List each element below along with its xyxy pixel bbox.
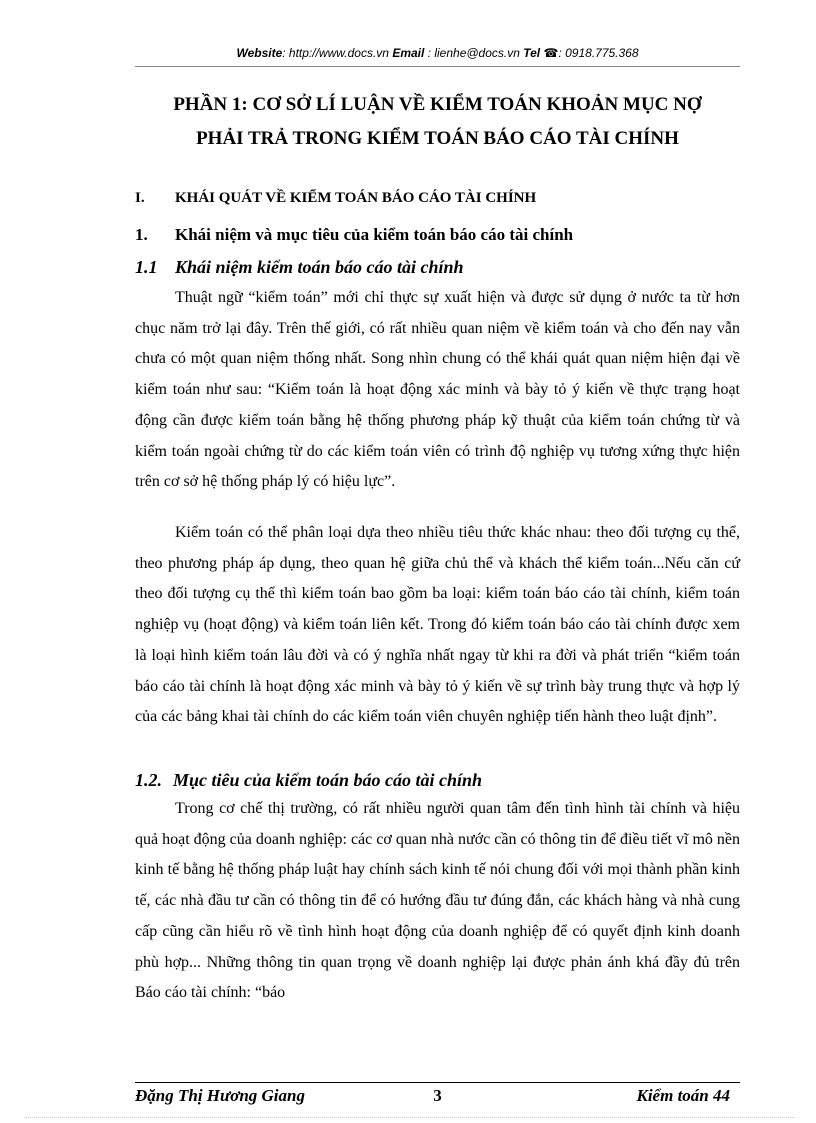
section-heading-1-1 <box>135 257 464 278</box>
telephone-icon: ☎ <box>543 46 559 60</box>
section-number: 1.2. <box>135 770 162 790</box>
page-number: 3 <box>433 1086 442 1105</box>
email-label: Email <box>392 46 425 60</box>
tel-value: : 0918.775.368 <box>558 46 639 60</box>
section-title: Mục tiêu của kiểm toán báo cáo tài chính <box>173 770 483 790</box>
email-value: : lienhe@docs.vn <box>427 46 520 60</box>
page-title <box>135 88 740 156</box>
section-heading-i <box>135 190 536 207</box>
page-header <box>135 46 740 60</box>
website-label: Website <box>236 46 283 60</box>
header-divider <box>135 66 740 67</box>
section-number: 1.1 <box>135 257 158 277</box>
section-number: I. <box>135 190 145 206</box>
footer-course: Kiểm toán 44 <box>636 1086 730 1105</box>
section-heading-1 <box>135 225 573 245</box>
footer-divider <box>135 1082 740 1083</box>
section-number: 1. <box>135 225 148 244</box>
section-title: Khái niệm kiểm toán báo cáo tài chính <box>175 257 464 277</box>
section-title: Khái niệm và mục tiêu của kiểm toán báo cáo tài chính <box>175 225 574 244</box>
footer-author: Đặng Thị Hương Giang <box>135 1086 305 1105</box>
tel-label: Tel <box>523 46 541 60</box>
section-title: KHÁI QUÁT VỀ KIỂM TOÁN BÁO CÁO TÀI CHÍNH <box>175 190 537 206</box>
title-line-2: PHẢI TRẢ TRONG KIỂM TOÁN BÁO CÁO TÀI CHÍNH <box>196 128 679 149</box>
paragraph-definition: Thuật ngữ “kiểm toán” mới chỉ thực sự xuất hiện và được sử dụng ở nước ta từ hơn chục năm trở lại đây. Trên thế giới, có rất nhiều quan niệm về kiểm toán và cho đến nay vẫn chưa có một quan niệm thống nhất. Song nhìn chung có thể khái quát quan niệm hiện đại về kiểm toán như sau: “Kiểm toán là hoạt động xác minh và bày tỏ ý kiến về thực trạng hoạt động cần được kiểm toán bằng hệ thống phương pháp kỹ thuật của kiểm toán chứng từ và kiểm toán ngoài chứng từ do các kiểm toán viên có trình độ nghiệp vụ tương xứng thực hiện trên cơ sở hệ thống pháp lý có hiệu lực”. <box>135 289 740 491</box>
title-line-1: PHẦN 1: CƠ SỞ LÍ LUẬN VỀ KIỂM TOÁN KHOẢN MỤC NỢ <box>173 94 702 115</box>
paragraph-objectives: Trong cơ chế thị trường, có rất nhiều người quan tâm đến tình hình tài chính và hiệu quả hoạt động của doanh nghiệp: các cơ quan nhà nước cần có thông tin để điều tiết vĩ mô nền kinh tế bằng hệ thống pháp luật hay chính sách kinh tế nói chung đối với mọi thành phần kinh tế, các nhà đầu tư cần có thông tin để có hướng đầu tư đúng đắn, các khách hàng và nhà cung cấp cũng cần hiểu rõ về tình hình hoạt động của doanh nghiệp để có quyết định kinh doanh phù hợp... Những thông tin quan trọng về doanh nghiệp lại được phản ánh khá đầy đủ trên Báo cáo tài chính: “báo <box>135 800 740 1002</box>
paragraph-classification: Kiểm toán có thể phân loại dựa theo nhiều tiêu thức khác nhau: theo đối tượng cụ thể, theo phương pháp áp dụng, theo quan hệ giữa chủ thể và khách thể kiểm toán...Nếu căn cứ theo đối tượng cụ thể thì kiểm toán bao gồm ba loại: kiểm toán báo cáo tài chính, kiểm toán nghiệp vụ (hoạt động) và kiểm toán liên kết. Trong đó kiểm toán báo cáo tài chính được xem là loại hình kiểm toán lâu đời và có ý nghĩa nhất ngay từ khi ra đời và phát triển “kiểm toán báo cáo tài chính là hoạt động xác minh và bày tỏ ý kiến về sự trình bày trung thực và hợp lý của các bảng khai tài chính do các kiểm toán viên chuyên nghiệp tiến hành theo luật định”. <box>135 524 740 726</box>
page-bottom-dotted-line <box>25 1117 795 1118</box>
section-heading-1-2 <box>135 770 482 791</box>
website-value: : http://www.docs.vn <box>282 46 389 60</box>
